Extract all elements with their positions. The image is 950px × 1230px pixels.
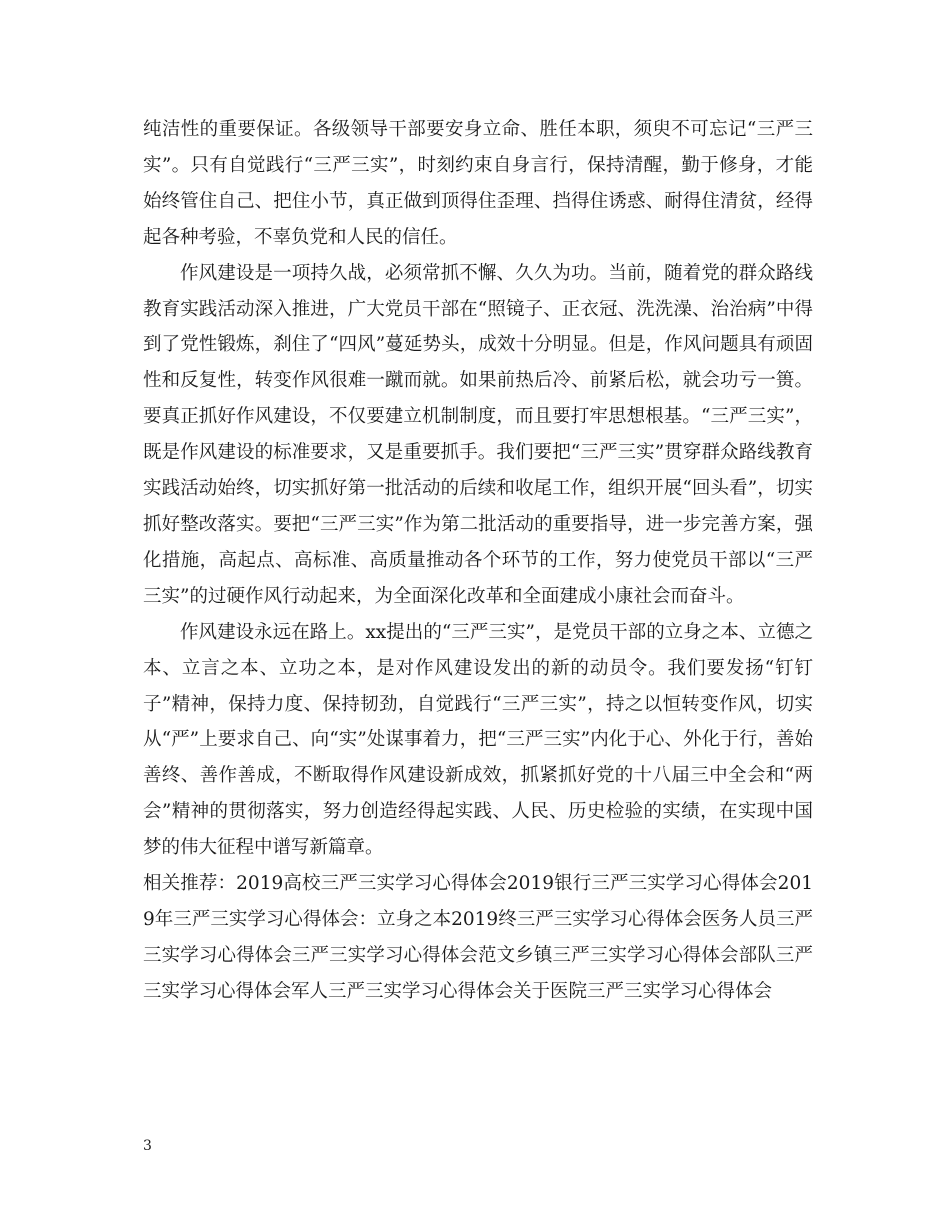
- paragraph-always-on-road: 作风建设永远在路上。xx提出的“三严三实”，是党员干部的立身之本、立德之本、立言之本、立功之本，是对作风建设发出的新的动员令。我们要发扬“钉钉子”精神，保持力度、保持韧劲，自觉践行“三严三实”，持之以恒转变作风，切实从“严”上要求自己、向“实”处谋事着力，把“三严三实”内化于心、外化于行，善始善终、善作善成，不断取得作风建设新成效，抓紧抓好党的十八届三中全会和“两会”精神的贯彻落实，努力创造经得起实践、人民、历史检验的实绩，在实现中国梦的伟大征程中谱写新篇章。: [143, 621, 813, 859]
- paragraph-continuation: 纯洁性的重要保证。各级领导干部要安身立命、胜任本职，须臾不可忘记“三严三实”。只有自觉践行“三严三实”，时刻约束自身言行，保持清醒，勤于修身，才能始终管住自己、把住小节，真正做到顶得住歪理、挡得住诱惑、耐得住清贫，经得起各种考验，不辜负党和人民的信任。: [143, 119, 813, 248]
- page-number: 3: [143, 1138, 152, 1154]
- paragraph-style-building: 作风建设是一项持久战，必须常抓不懈、久久为功。当前，随着党的群众路线教育实践活动深入推进，广大党员干部在“照镜子、正衣冠、洗洗澡、治治病”中得到了党性锻炼，刹住了“四风”蔓延势头，成效十分明显。但是，作风问题具有顽固性和反复性，转变作风很难一蹴而就。如果前热后冷、前紧后松，就会功亏一篑。要真正抓好作风建设，不仅要建立机制制度，而且要打牢思想根基。“三严三实”，既是作风建设的标准要求，又是重要抓手。我们要把“三严三实”贯穿群众路线教育实践活动始终，切实抓好第一批活动的后续和收尾工作，组织开展“回头看”，切实抓好整改落实。要把“三严三实”作为第二批活动的重要指导，进一步完善方案，强化措施，高起点、高标准、高质量推动各个环节的工作，努力使党员干部以“三严三实”的过硬作风行动起来，为全面深化改革和全面建成小康社会而奋斗。: [143, 262, 813, 607]
- document-body: [143, 112, 813, 1010]
- related-recommendations: 相关推荐：2019高校三严三实学习心得体会2019银行三严三实学习心得体会2019年三严三实学习心得体会：立身之本2019终三严三实学习心得体会医务人员三严三实学习心得体会三严三实学习心得体会范文乡镇三严三实学习心得体会部队三严三实学习心得体会军人三严三实学习心得体会关于医院三严三实学习心得体会: [143, 873, 813, 1002]
